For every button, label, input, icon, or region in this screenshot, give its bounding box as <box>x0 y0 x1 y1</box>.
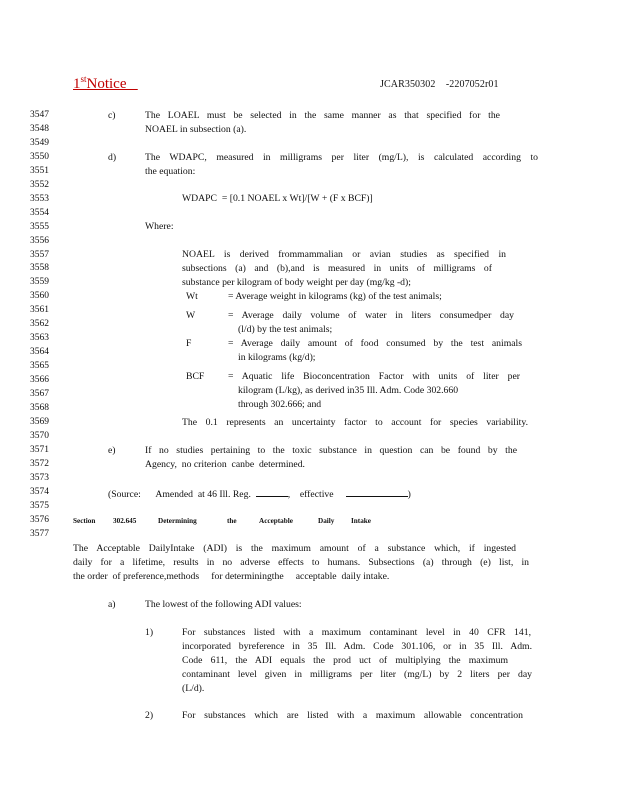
line-number: 3548 <box>30 123 49 134</box>
item-e-line2: Agency, no criterion canbe determined. <box>145 459 305 470</box>
noael-line1: NOAEL is derived frommammalian or avian studies as specified in <box>182 249 506 260</box>
where-label: Where: <box>145 221 174 232</box>
section-title-word-3: Acceptable <box>259 517 293 525</box>
w-definition-line1: = Average daily volume of water in liters consumedper day <box>228 310 514 321</box>
subitem-1-label: 1) <box>145 627 154 638</box>
line-number: 3553 <box>30 193 49 204</box>
line-number: 3576 <box>30 514 49 525</box>
item-c-line1: The LOAEL must be selected in the same manner as that specified for the <box>145 110 500 121</box>
subitem-2-line1: For substances which are listed with a maximum allowable concentration <box>182 710 523 721</box>
document-id: JCAR350302 -2207052r01 <box>380 79 499 90</box>
bcf-definition-line3: through 302.666; and <box>238 399 322 410</box>
w-symbol: W <box>186 310 196 321</box>
effective-label: effective <box>299 489 334 500</box>
item-e-label: e) <box>108 445 116 456</box>
subitem-1-line1: For substances listed with a maximum contaminant level in 40 CFR 141, <box>182 627 531 638</box>
line-number: 3561 <box>30 305 49 316</box>
line-number: 3557 <box>30 249 49 260</box>
line-number: 3574 <box>30 486 49 497</box>
item-a-text: The lowest of the following ADI values: <box>145 599 302 610</box>
w-definition-line2: (l/d) by the test animals; <box>238 324 333 335</box>
source-text: Amended at 46 Ill. Reg. <box>155 489 251 500</box>
f-symbol: F <box>186 338 192 349</box>
line-number: 3565 <box>30 361 49 372</box>
section-title-word-5: Intake <box>351 517 371 525</box>
line-number: 3568 <box>30 402 49 413</box>
line-number: 3552 <box>30 179 49 190</box>
bcf-symbol: BCF <box>186 371 205 382</box>
line-number: 3547 <box>30 110 49 120</box>
line-number: 3559 <box>30 277 49 288</box>
item-c-line2: NOAEL in subsection (a). <box>145 124 247 135</box>
intro-line2: daily for a lifetime, results in no adverse effects to humans. Subsections (a) through (e) list, in <box>73 557 529 568</box>
item-d-line1: The WDAPC, measured in milligrams per liter (mg/L), is calculated according to <box>145 152 538 163</box>
subitem-1-line5: (L/d). <box>182 683 205 694</box>
register-page-blank <box>256 488 288 497</box>
item-d-label: d) <box>108 152 117 163</box>
subitem-1-line4: contaminant level given in milligrams per liter (mg/L) by 2 liters per day <box>182 669 532 680</box>
line-number: 3563 <box>30 333 49 344</box>
wt-definition: = Average weight in kilograms (kg) of the test animals; <box>228 291 442 302</box>
item-d-line2: the equation: <box>145 166 196 177</box>
line-number: 3573 <box>30 472 49 483</box>
line-number: 3569 <box>30 416 49 427</box>
line-number: 3567 <box>30 389 49 399</box>
noael-line2: subsections (a) and (b),and is measured in units of milligrams of <box>182 263 492 274</box>
item-a-label: a) <box>108 599 116 610</box>
line-number: 3555 <box>30 221 49 232</box>
notice-heading: 1stNotice <box>73 74 127 92</box>
section-word: Section <box>73 517 96 525</box>
line-number: 3551 <box>30 165 49 176</box>
section-title-word-2: the <box>227 517 237 525</box>
intro-line3: the order of preference,methods for determiningthe acceptable daily intake. <box>73 571 390 582</box>
f-definition-line1: = Average daily amount of food consumed by the test animals <box>228 338 522 349</box>
section-number: 302.645 <box>113 517 137 525</box>
line-number: 3560 <box>30 291 49 302</box>
section-title-word-4: Daily <box>318 517 335 525</box>
line-number: 3549 <box>30 137 49 148</box>
subitem-1-line2: incorporated byreference in 35 Ill. Adm. Code 301.106, or in 35 Ill. Adm. <box>182 641 532 652</box>
uncertainty-factor-note: The 0.1 represents an uncertainty factor to account for species variability. <box>182 417 528 428</box>
subitem-1-line3: Code 611, the ADI equals the prod uct of multiplying the maximum <box>182 655 508 666</box>
source-note: (Source: Amended at 46 Ill. Reg. , effective ) <box>108 489 411 500</box>
wdapc-equation: WDAPC = [0.1 NOAEL x Wt]/[W + (F x BCF)] <box>182 193 373 204</box>
source-prefix: (Source: <box>108 489 141 500</box>
noael-line3: substance per kilogram of body weight per day (mg/kg -d); <box>182 277 411 288</box>
line-number: 3564 <box>30 347 49 358</box>
bcf-definition-line1: = Aquatic life Bioconcentration Factor with units of liter per <box>228 371 520 382</box>
subitem-2-label: 2) <box>145 710 154 721</box>
wt-symbol: Wt <box>186 291 198 302</box>
item-e-line1: If no studies pertaining to the toxic substance in question can be found by the <box>145 445 517 456</box>
line-number: 3577 <box>30 528 49 539</box>
line-number: 3571 <box>30 444 49 455</box>
section-title-word-1: Determining <box>158 517 197 525</box>
line-number: 3562 <box>30 319 49 330</box>
item-c-label: c) <box>108 110 116 121</box>
line-number: 3558 <box>30 263 49 274</box>
f-definition-line2: in kilograms (kg/d); <box>238 352 316 363</box>
line-number: 3550 <box>30 151 49 162</box>
effective-date-blank <box>346 488 408 497</box>
line-number: 3575 <box>30 500 49 511</box>
line-number: 3554 <box>30 207 49 218</box>
line-number: 3572 <box>30 458 49 469</box>
line-number: 3566 <box>30 375 49 386</box>
bcf-definition-line2: kilogram (L/kg), as derived in35 Ill. Adm. Code 302.660 <box>238 385 459 396</box>
intro-line1: The Acceptable DailyIntake (ADI) is the maximum amount of a substance which, if ingested <box>73 543 516 554</box>
line-number: 3570 <box>30 430 49 441</box>
line-number: 3556 <box>30 235 49 246</box>
